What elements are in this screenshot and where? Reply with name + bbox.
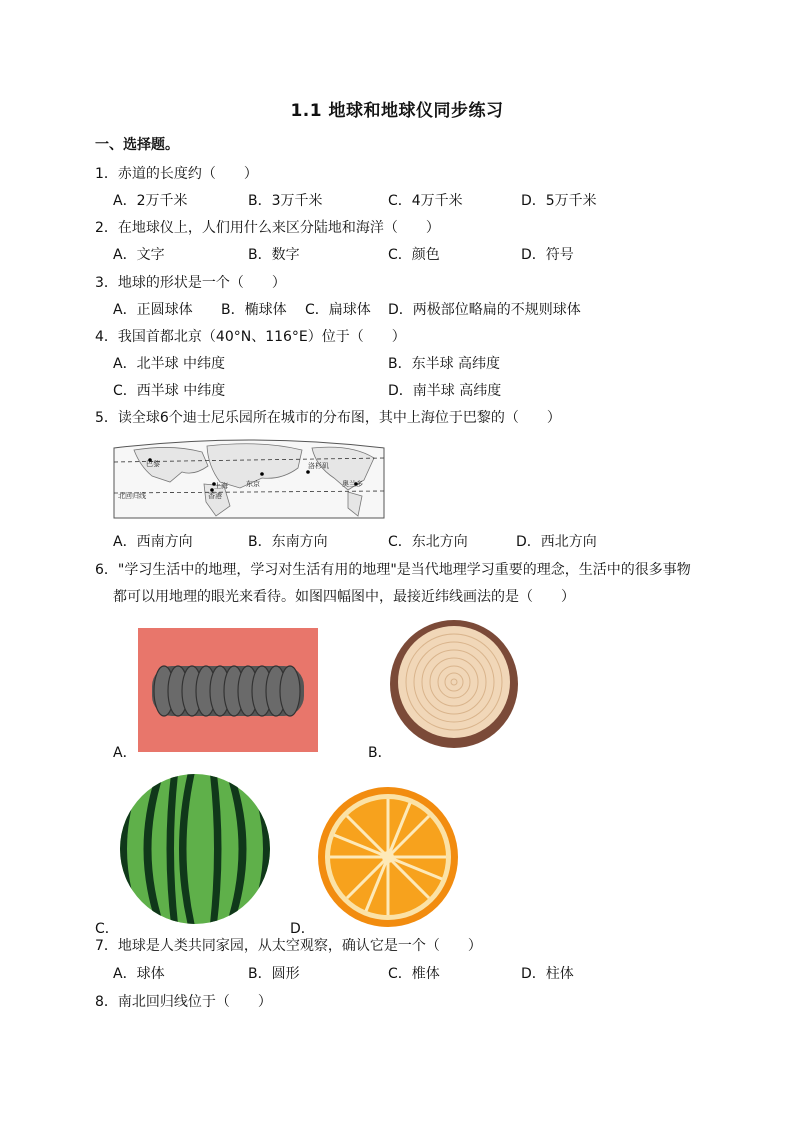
q2-option-d: D．符号: [521, 247, 574, 263]
q1-option-a: A．2万千米: [113, 193, 188, 209]
map-label-tropic: 北回归线: [118, 492, 146, 500]
q7-option-d: D．柱体: [521, 966, 574, 982]
q6-label-d: D．: [290, 921, 315, 937]
q7-option-b: B．圆形: [248, 966, 300, 982]
q4-option-d: D．南半球 高纬度: [388, 383, 502, 399]
question-4: 4．我国首都北京（40°N、116°E）位于（ ）: [95, 329, 406, 345]
q7-option-a: A．球体: [113, 966, 165, 982]
q2-option-b: B．数字: [248, 247, 300, 263]
coiled-tube-image: [138, 628, 318, 752]
question-7: 7．地球是人类共同家园，从太空观察，确认它是一个（ ）: [95, 938, 482, 954]
q1-option-c: C．4万千米: [388, 193, 463, 209]
q5-option-b: B．东南方向: [248, 534, 328, 550]
q6-label-b: B．: [368, 745, 392, 761]
q7-option-c: C．椎体: [388, 966, 440, 982]
q4-option-c: C．西半球 中纬度: [113, 383, 226, 399]
q2-option-c: C．颜色: [388, 247, 440, 263]
question-6-line-2: 都可以用地理的眼光来看待。如图四幅图中，最接近纬线画法的是（ ）: [113, 589, 575, 605]
q3-option-a: A．正圆球体: [113, 302, 193, 318]
question-2: 2．在地球仪上，人们用什么来区分陆地和海洋（ ）: [95, 220, 440, 236]
map-label-orlando: 奥兰多: [342, 480, 363, 488]
question-3: 3．地球的形状是一个（ ）: [95, 275, 286, 291]
question-1: 1．赤道的长度约（ ）: [95, 166, 258, 182]
q6-label-a: A．: [113, 745, 137, 761]
question-5: 5．读全球6个迪士尼乐园所在城市的分布图，其中上海位于巴黎的（ ）: [95, 410, 561, 426]
q1-option-b: B．3万千米: [248, 193, 323, 209]
question-8: 8．南北回归线位于（ ）: [95, 994, 272, 1010]
q5-option-c: C．东北方向: [388, 534, 468, 550]
q3-option-d: D．两极部位略扁的不规则球体: [388, 302, 581, 318]
orange-slice-image: [316, 785, 460, 929]
tree-ring-image: [388, 616, 520, 750]
map-label-los-angeles: 洛杉矶: [308, 462, 329, 470]
q1-option-d: D．5万千米: [521, 193, 597, 209]
watermelon-image: [118, 772, 272, 926]
q2-option-a: A．文字: [113, 247, 165, 263]
q5-option-d: D．西北方向: [516, 534, 597, 550]
map-label-shanghai: 上海: [214, 482, 228, 490]
q3-option-b: B．椭球体: [221, 302, 287, 318]
question-6-line-1: 6．"学习生活中的地理，学习对生活有用的地理"是当代地理学习重要的理念，生活中的很多事物: [95, 562, 691, 578]
q4-option-b: B．东半球 高纬度: [388, 356, 501, 372]
map-label-paris: 巴黎: [146, 460, 160, 468]
disney-map: [112, 436, 386, 520]
q4-option-a: A．北半球 中纬度: [113, 356, 226, 372]
page-title: 1.1 地球和地球仪同步练习: [290, 101, 504, 121]
q5-option-a: A．西南方向: [113, 534, 193, 550]
q3-option-c: C．扁球体: [305, 302, 371, 318]
section-heading: 一、选择题。: [95, 137, 179, 153]
map-label-hong-kong: 香港: [208, 492, 222, 500]
q6-label-c: C．: [95, 921, 119, 937]
map-label-tokyo: 东京: [246, 480, 260, 488]
